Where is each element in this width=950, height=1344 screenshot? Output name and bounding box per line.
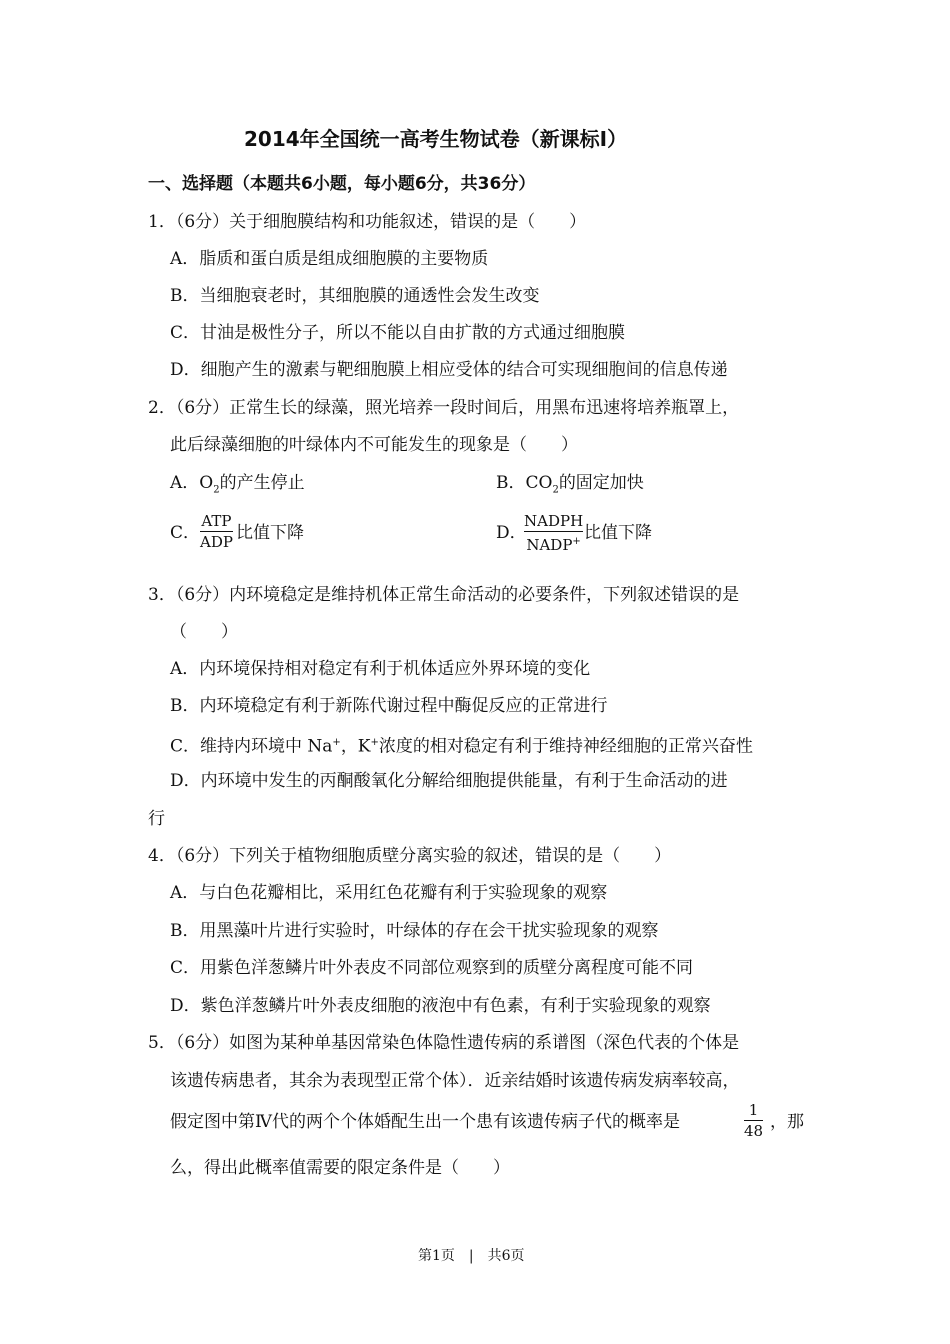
page-footer: 第1页 | 共6页: [418, 1248, 525, 1264]
question-3-option-b: B．内环境稳定有利于新陈代谢过程中酶促反应的正常进行: [170, 696, 608, 716]
question-4-option-d: D．紫色洋葱鳞片叶外表皮细胞的液泡中有色素，有利于实验现象的观察: [170, 996, 711, 1016]
question-5-line-3-end: ，那: [770, 1112, 804, 1132]
question-3-stem-line-2: （ ）: [170, 622, 238, 642]
question-5-line-3: 假定图中第Ⅳ代的两个个体婚配生出一个患有该遗传病子代的概率是: [170, 1112, 680, 1132]
fraction-bar: [744, 1120, 763, 1121]
fraction-bar: [524, 531, 583, 532]
question-1-stem: 1．（6分）关于细胞膜结构和功能叙述，错误的是（ ）: [148, 212, 587, 232]
question-4-stem: 4．（6分）下列关于植物细胞质壁分离实验的叙述，错误的是（ ）: [148, 846, 672, 866]
question-4-option-c: C．用紫色洋葱鳞片叶外表皮不同部位观察到的质壁分离程度可能不同: [170, 958, 694, 978]
question-2-option-d-label: D．: [496, 523, 527, 543]
question-3-option-a: A．内环境保持相对稳定有利于机体适应外界环境的变化: [170, 659, 591, 679]
fraction-bar: [200, 531, 233, 532]
atp-adp-fraction: [200, 512, 233, 551]
question-2-option-d-text: 比值下降: [584, 523, 652, 543]
question-4-option-b: B．用黑藻叶片进行实验时，叶绿体的存在会干扰实验现象的观察: [170, 921, 659, 941]
question-3-option-d-line-2: 行: [148, 809, 165, 829]
question-2-option-c-label: C．: [170, 523, 201, 543]
question-3-option-c: C．维持内环境中 Na+，K+浓度的相对稳定有利于维持神经细胞的正常兴奋性: [170, 736, 753, 757]
section-heading: 一、选择题（本题共6小题，每小题6分，共36分）: [148, 174, 536, 194]
question-5-line-1: 5．（6分）如图为某种单基因常染色体隐性遗传病的系谱图（深色代表的个体是: [148, 1033, 740, 1053]
question-2-stem-line-2: 此后绿藻细胞的叶绿体内不可能发生的现象是（ ）: [170, 435, 578, 455]
question-3-stem-line-1: 3．（6分）内环境稳定是维持机体正常生命活动的必要条件，下列叙述错误的是: [148, 585, 740, 605]
fraction-numerator: 1: [748, 1101, 759, 1119]
question-2-option-c-text: 比值下降: [236, 523, 304, 543]
question-2-option-b: B．$CO_2$的固定加快: [496, 473, 644, 496]
probability-fraction: [744, 1101, 763, 1140]
fraction-denominator: NADP+: [526, 536, 581, 554]
question-1-option-a: A．脂质和蛋白质是组成细胞膜的主要物质: [170, 249, 489, 269]
question-4-option-a: A．与白色花瓣相比，采用红色花瓣有利于实验现象的观察: [170, 883, 608, 903]
question-1-option-d: D．细胞产生的激素与靶细胞膜上相应受体的结合可实现细胞间的信息传递: [170, 360, 728, 380]
fraction-denominator: ADP: [200, 533, 233, 551]
page-title: 2014年全国统一高考生物试卷（新课标Ⅰ）: [244, 127, 628, 151]
fraction-denominator: 48: [744, 1122, 764, 1140]
fraction-numerator: ATP: [201, 512, 232, 530]
question-2-stem-line-1: 2．（6分）正常生长的绿藻，照光培养一段时间后，用黑布迅速将培养瓶罩上，: [148, 398, 740, 418]
question-5-line-4: 么，得出此概率值需要的限定条件是（ ）: [170, 1158, 510, 1178]
question-1-option-c: C．甘油是极性分子，所以不能以自由扩散的方式通过细胞膜: [170, 323, 626, 343]
question-5-line-2: 该遗传病患者，其余为表现型正常个体）．近亲结婚时该遗传病发病率较高，: [170, 1071, 740, 1091]
fraction-numerator: NADPH: [524, 512, 584, 530]
question-2-option-a: A．$O_2$的产生停止: [170, 473, 305, 496]
nadph-nadp-fraction: [524, 512, 583, 554]
question-3-option-d-line-1: D．内环境中发生的丙酮酸氧化分解给细胞提供能量，有利于生命活动的进: [170, 771, 728, 791]
question-1-option-b: B．当细胞衰老时，其细胞膜的通透性会发生改变: [170, 286, 540, 306]
